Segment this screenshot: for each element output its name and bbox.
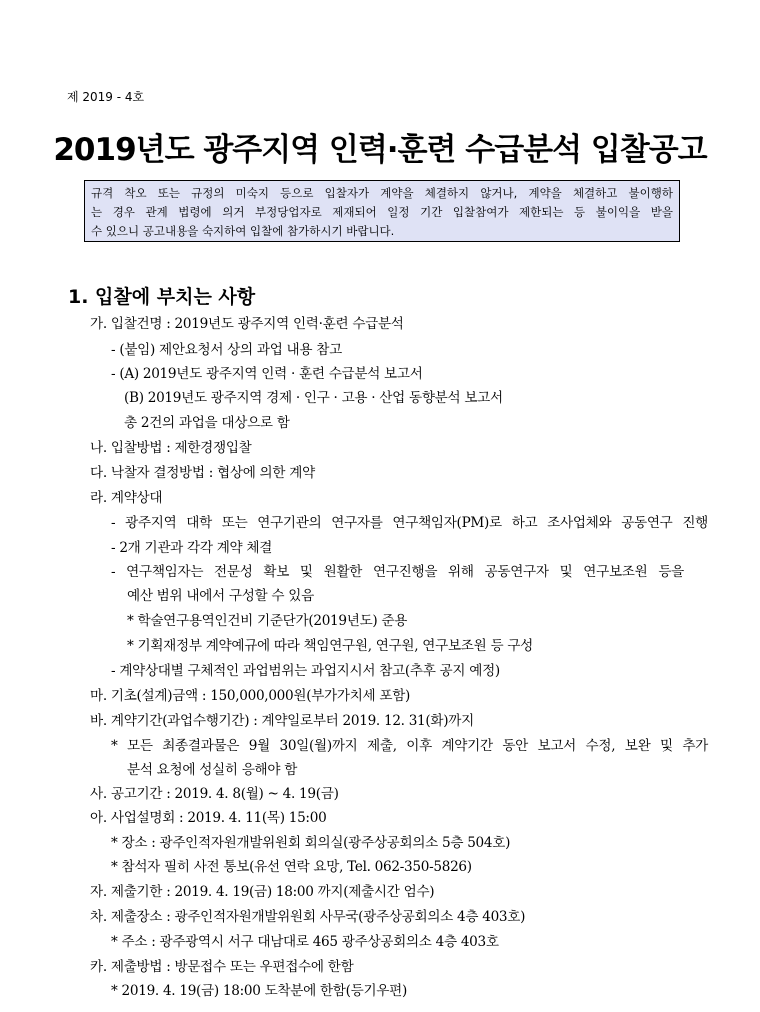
notice-line: 수 있으니 공고내용을 숙지하여 입찰에 참가하시기 바랍니다. bbox=[91, 224, 395, 238]
item-detail: 예산 범위 내에서 구성할 수 있음 bbox=[127, 588, 314, 604]
item-title: 가. 입찰건명 : 2019년도 광주지역 인력·훈련 수급분석 bbox=[90, 316, 404, 332]
item-title: 아. 사업설명회 : 2019. 4. 11(목) 15:00 bbox=[90, 810, 327, 826]
item-title: 차. 제출장소 : 광주인적자원개발위원회 사무국(광주상공회의소 4층 403호) bbox=[90, 909, 526, 925]
item-detail: - 연구책임자는 전문성 확보 및 원활한 연구진행을 위해 공동연구자 및 연구보조원 등을 bbox=[111, 564, 684, 580]
section-heading: 1. 입찰에 부치는 사항 bbox=[68, 286, 256, 308]
item-note: * 학술연구용역인건비 기준단가(2019년도) 준용 bbox=[127, 613, 408, 629]
item-note: * 주소 : 광주광역시 서구 대남대로 465 광주상공회의소 4층 403호 bbox=[111, 934, 499, 950]
document-title: 2019년도 광주지역 인력·훈련 수급분석 입찰공고 bbox=[53, 132, 707, 168]
item-title: 다. 낙찰자 결정방법 : 협상에 의한 계약 bbox=[90, 465, 315, 481]
item-note: * 2019. 4. 19(금) 18:00 도착분에 한함(등기우편) bbox=[111, 983, 407, 999]
item-detail: - (붙임) 제안요청서 상의 과업 내용 참고 bbox=[111, 342, 342, 358]
notice-box bbox=[84, 180, 680, 242]
item-detail: - 2개 기관과 각각 계약 체결 bbox=[111, 540, 273, 556]
item-title: 사. 공고기간 : 2019. 4. 8(월) ~ 4. 19(금) bbox=[90, 786, 339, 802]
document-number: 제 2019 - 4호 bbox=[67, 90, 145, 104]
notice-line: 는 경우 관계 법령에 의거 부정당업자로 제재되어 일정 기간 입찰참여가 제한되는 등 불이익을 받을 bbox=[91, 205, 673, 219]
item-note: * 장소 : 광주인적자원개발위원회 회의실(광주상공회의소 5층 504호) bbox=[111, 835, 511, 851]
item-note: * 모든 최종결과물은 9월 30일(월)까지 제출, 이후 계약기간 동안 보고서 수정, 보완 및 추가 bbox=[111, 738, 708, 754]
item-detail: - 계약상대별 구체적인 과업범위는 과업지시서 참고(추후 공지 예정) bbox=[111, 663, 500, 679]
item-detail: (B) 2019년도 광주지역 경제 · 인구 · 고용 · 산업 동향분석 보고서 bbox=[124, 390, 503, 406]
item-detail: 총 2건의 과업을 대상으로 함 bbox=[124, 415, 290, 431]
item-detail: - 광주지역 대학 또는 연구기관의 연구자를 연구책임자(PM)로 하고 조사업체와 공동연구 진행 bbox=[111, 515, 708, 531]
item-title: 자. 제출기한 : 2019. 4. 19(금) 18:00 까지(제출시간 엄수) bbox=[90, 884, 435, 900]
notice-line: 규격 착오 또는 규정의 미숙지 등으로 입찰자가 계약을 체결하지 않거나, 계약을 체결하고 불이행하 bbox=[91, 186, 673, 200]
item-detail: - (A) 2019년도 광주지역 인력 · 훈련 수급분석 보고서 bbox=[111, 366, 423, 382]
item-title: 라. 계약상대 bbox=[90, 490, 163, 506]
item-title: 마. 기초(설계)금액 : 150,000,000원(부가가치세 포함) bbox=[90, 688, 411, 704]
item-title: 나. 입찰방법 : 제한경쟁입찰 bbox=[90, 440, 252, 456]
item-note: * 참석자 필히 사전 통보(유선 연락 요망, Tel. 062-350-5826) bbox=[111, 859, 472, 875]
item-note: 분석 요청에 성실히 응해야 함 bbox=[127, 762, 298, 778]
item-title: 카. 제출방법 : 방문접수 또는 우편접수에 한함 bbox=[90, 959, 354, 975]
item-title: 바. 계약기간(과업수행기간) : 계약일로부터 2019. 12. 31(화)까지 bbox=[90, 713, 474, 729]
item-note: * 기획재정부 계약예규에 따라 책임연구원, 연구원, 연구보조원 등 구성 bbox=[127, 638, 533, 654]
